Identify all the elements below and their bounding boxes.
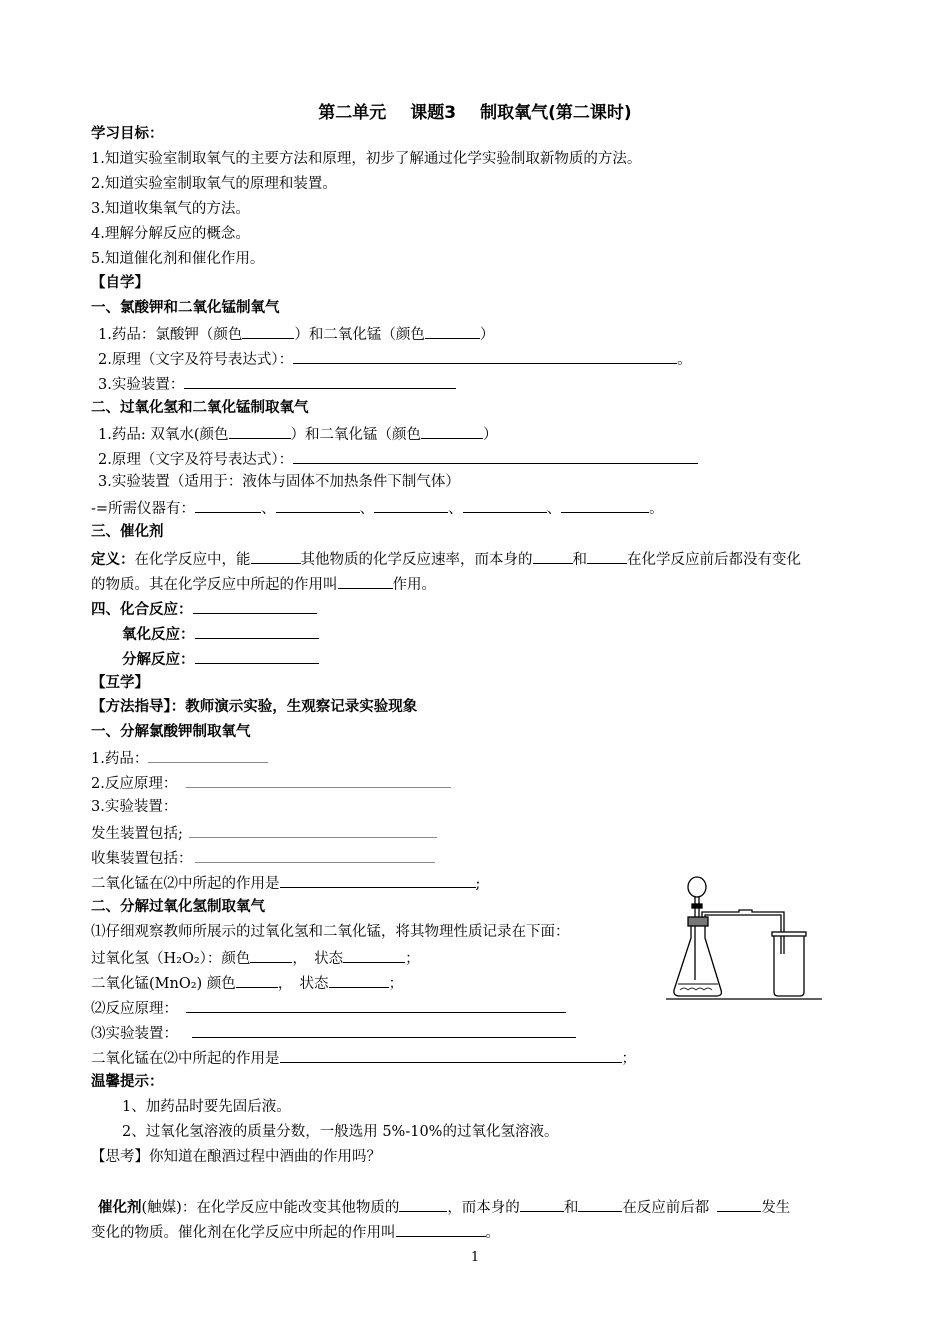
h2o2-properties: 过氧化氢（H₂O₂）：颜色 ， 状态 ； [91, 947, 420, 969]
part1-mno2-role: 二氧化锰在⑵中所起的作用是 ; [91, 872, 480, 894]
blank[interactable] [343, 947, 405, 963]
catalyst-definition-2: 的物质。其在化学反应中所起的作用叫 作用。 [91, 573, 436, 595]
blank[interactable] [184, 373, 456, 389]
zixue-heading: 【自学】 [91, 275, 149, 291]
blank[interactable] [276, 497, 360, 513]
part2-observe: ⑴仔细观察教师所展示的过氧化氢和二氧化锰，将其物理性质记录在下面： [91, 924, 570, 940]
blank[interactable] [250, 947, 292, 963]
blank[interactable] [561, 497, 649, 513]
title-unit: 第二单元 [318, 103, 387, 123]
blank[interactable] [251, 548, 301, 564]
method-guide: 【方法指导】：教师演示实验，生观察记录实验现象 [91, 699, 418, 715]
part1-reagents: 1.药品： [91, 747, 268, 769]
h2o2-apparatus: 3.实验装置（适用于：液体与固体不加热条件下制气体） [98, 474, 460, 490]
decomposition-reaction: 分解反应： [122, 648, 319, 670]
page-title [0, 98, 950, 123]
blank[interactable] [293, 448, 698, 464]
funnel-bulb [688, 877, 706, 897]
section-kclo3-heading: 一、氯酸钾和二氧化锰制氧气 [91, 300, 280, 316]
part1-heading: 一、分解氯酸钾制取氧气 [91, 724, 251, 740]
part2-mno2-role: 二氧化锰在⑵中所起的作用是 ； [91, 1047, 636, 1069]
goals-heading: 学习目标： [91, 126, 164, 142]
generator-apparatus: 发生装置包括; [91, 822, 437, 844]
blank[interactable] [193, 598, 317, 614]
blank[interactable] [329, 972, 389, 988]
blank[interactable] [148, 747, 268, 763]
goal-item-2: 2.知道实验室制取氧气的原理和装置。 [91, 176, 337, 192]
blank[interactable] [242, 323, 294, 339]
conical-flask [674, 926, 722, 996]
blank[interactable] [463, 497, 547, 513]
tips-heading: 温馨提示： [91, 1074, 164, 1090]
blank[interactable] [399, 1196, 447, 1212]
blank[interactable] [374, 497, 448, 513]
blank[interactable] [195, 497, 261, 513]
goal-item-5: 5.知道催化剂和催化作用。 [91, 251, 265, 267]
blank[interactable] [280, 1047, 622, 1063]
catalyst-summary-2: 变化的物质。催化剂在化学反应中所起的作用叫 。 [91, 1221, 500, 1243]
combination-reaction: 四、化合反应： [91, 598, 317, 620]
blank[interactable] [717, 1196, 761, 1212]
kclo3-apparatus: 3.实验装置： [98, 373, 456, 395]
blank[interactable] [425, 323, 480, 339]
blank[interactable] [338, 573, 393, 589]
tip-2: 2、过氧化氢溶液的质量分数，一般选用 5%-10%的过氧化氢溶液。 [122, 1124, 559, 1140]
h2o2-principle: 2.原理（文字及符号表达式）： [98, 448, 698, 470]
part1-apparatus: 3.实验装置： [91, 799, 178, 815]
mno2-properties: 二氧化锰(MnO₂) 颜色 ， 状态 ； [91, 972, 403, 994]
h2o2-reagents: 1.药品: 双氧水(颜色 ）和二氧化锰（颜色 ） [98, 423, 498, 445]
blank[interactable] [189, 822, 437, 838]
title-topic: 课题3 [410, 103, 457, 123]
blank[interactable] [587, 548, 627, 564]
tip-1: 1、加药品时要先固后液。 [122, 1099, 291, 1115]
blank[interactable] [186, 772, 451, 788]
blank[interactable] [396, 1221, 486, 1237]
goal-item-4: 4.理解分解反应的概念。 [91, 226, 250, 242]
blank[interactable] [186, 997, 566, 1013]
blank[interactable] [421, 423, 483, 439]
catalyst-definition-1: 定义：在化学反应中，能 其他物质的化学反应速率，而本身的 和 在化学反应前后都没有变化 [91, 548, 801, 570]
blank[interactable] [280, 872, 476, 888]
part1-principle: 2.反应原理： [91, 772, 451, 794]
blank[interactable] [236, 972, 278, 988]
goal-item-1: 1.知道实验室制取氧气的主要方法和原理，初步了解通过化学实验制取新物质的方法。 [91, 151, 642, 167]
gas-jar [774, 936, 804, 996]
blank[interactable] [533, 548, 573, 564]
blank[interactable] [520, 1196, 564, 1212]
section-h2o2-heading: 二、过氧化氢和二氧化锰制取氧气 [91, 400, 309, 416]
huxue-heading: 【互学】 [91, 675, 149, 691]
blank[interactable] [195, 623, 319, 639]
goal-item-3: 3.知道收集氧气的方法。 [91, 201, 250, 217]
kclo3-reagents: 1.药品：氯酸钾（颜色 ）和二氧化锰（颜色 ） [98, 323, 494, 345]
think-question: 【思考】你知道在酿酒过程中酒曲的作用吗？ [91, 1149, 381, 1165]
blank[interactable] [578, 1196, 622, 1212]
oxidation-reaction: 氧化反应： [122, 623, 319, 645]
kclo3-principle: 2.原理（文字及符号表达式）： 。 [98, 348, 692, 370]
collector-apparatus: 收集装置包括： [91, 847, 435, 869]
part2-heading: 二、分解过氧化氢制取氧气 [91, 899, 265, 915]
blank[interactable] [229, 423, 291, 439]
blank[interactable] [195, 648, 319, 664]
part2-principle: ⑵反应原理： [91, 997, 566, 1019]
blank[interactable] [293, 348, 677, 364]
catalyst-summary-1: 催化剂(触媒)：在化学反应中能改变其他物质的 ，而本身的 和 在反应前后都 发生 [98, 1196, 790, 1218]
instrument-list: -=所需仪器有： 、 、 、 、 。 [91, 497, 664, 519]
section-catalyst-heading: 三、催化剂 [91, 524, 164, 540]
apparatus-diagram [664, 872, 824, 1002]
title-subject: 制取氧气(第二课时) [480, 103, 632, 123]
page-number: 1 [470, 1250, 480, 1265]
gas-jar-lid [772, 932, 806, 936]
stopper [688, 917, 708, 926]
blank[interactable] [195, 847, 435, 863]
blank[interactable] [192, 1022, 576, 1038]
part2-apparatus: ⑶实验装置： [91, 1022, 576, 1044]
